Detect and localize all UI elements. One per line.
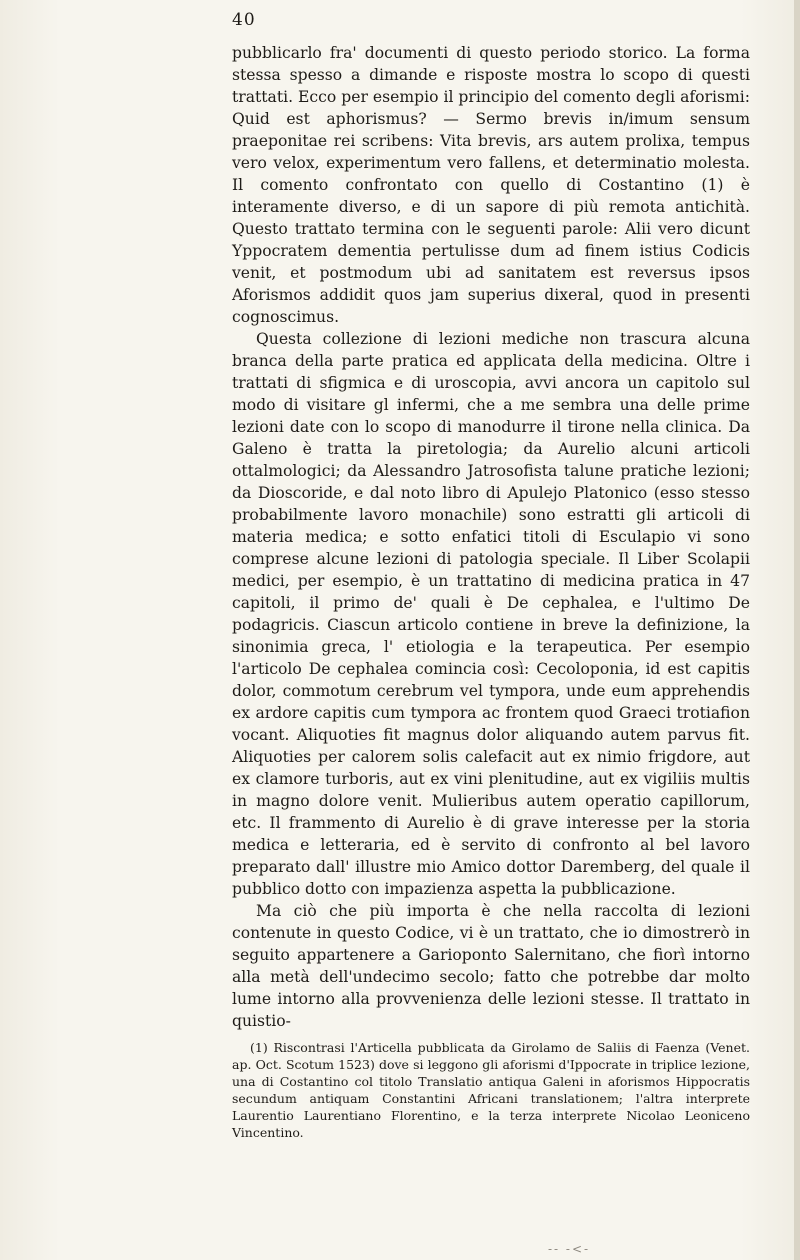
page-number: 40 bbox=[232, 10, 256, 30]
body-text bbox=[232, 42, 750, 1032]
paragraph-3: Ma ciò che più importa è che nella raccolta di lezioni contenute in questo Codice, vi è un trattato, che io dimostrerò in seguito appartenere a Garioponto Salernitano, che fiorì intorno alla metà dell'undecimo secolo; fatto che potrebbe dar molto lume intorno alla provvenienza delle lezioni stesse. Il trattato in quistio- bbox=[232, 902, 750, 1030]
paragraph-2: Questa collezione di lezioni mediche non trascura alcuna branca della parte pratica ed applicata della medicina. Oltre i trattati di sfigmica e di uroscopia, avvi ancora un capitolo sul modo di visitare gl infermi, che a me sembra una delle prime lezioni date con lo scopo di manodurre il tirone nella clinica. Da Galeno è tratta la piretologia; da Aurelio alcuni articoli ottalmologici; da Alessandro Jatrosofista talune pratiche lezioni; da Dioscoride, e dal noto libro di Apulejo Platonico (esso stesso probabilmente lavoro monachile) sono estratti gli articoli di materia medica; e sotto enfatici titoli di Esculapio vi sono comprese alcune lezioni di patologia speciale. Il Liber Scolapii medici, per esempio, è un trattatino di medicina pratica in 47 capitoli, il primo de' quali è De cephalea, e l'ultimo De podagricis. Ciascun articolo contiene in breve la definizione, la sinonimia greca, l' etiologia e la terapeutica. Per esempio l'articolo De cephalea comincia così: Cecoloponia, id est capitis dolor, commotum cerebrum vel tympora, unde eum apprehendis ex ardore capitis cum tympora ac frontem quod Graeci trotiafion vocant. Aliquoties fit magnus dolor aliquando autem parvus fit. Aliquoties per calorem solis calefacit aut ex nimio frigdore, aut ex clamore turboris, aut ex vini plenitudine, aut ex vigiliis multis in magno dolore venit. Mulieribus autem operatio capillorum, etc. Il frammento di Aurelio è di grave interesse per la storia medica e letteraria, ed è servito di confronto al bel lavoro preparato dall' illustre mio Amico dottor Daremberg, del quale il pubblico dotto con impazienza aspetta la pubblicazione. bbox=[232, 330, 750, 898]
page-edge bbox=[794, 0, 800, 1260]
footnotes bbox=[232, 1039, 750, 1141]
paragraph-1: pubblicarlo fra' documenti di questo periodo storico. La forma stessa spesso a dimande e risposte mostra lo scopo di questi trattati. Ecco per esempio il principio del comento degli aforismi: Quid est aphorismus? — Sermo brevis in/imum sensum praeponitae rei scribens: Vita brevis, ars autem prolixa, tempus vero velox, experimentum vero fallens, et determinatio molesta. Il comento confrontato con quello di Costantino (1) è interamente diverso, e di un sapore di più remota antichità. Questo trattato termina con le seguenti parole: Alii vero dicunt Yppocratem dementia pertulisse dum ad finem istius Codicis venit, et postmodum ubi ad sanitatem est reversus ipsos Aforismos addidit quos jam superius dixeral, quod in presenti cognoscimus. bbox=[232, 44, 750, 326]
footnote-1: (1) Riscontrasi l'Articella pubblicata da Girolamo de Saliis di Faenza (Venet. ap. Oct. Scotum 1523) dove si leggono gli aforismi d'Ippocrate in triplice lezione, una di Costantino col titolo Translatio antiqua Galeni in aforismos Hippocratis secundum antiquam Constantini Africani translationem; l'altra interprete Laurentio Laurentiano Florentino, e la terza interprete Nicolao Leoniceno Vincentino. bbox=[232, 1040, 750, 1140]
page-tail-mark: -- -<- bbox=[548, 1242, 591, 1256]
